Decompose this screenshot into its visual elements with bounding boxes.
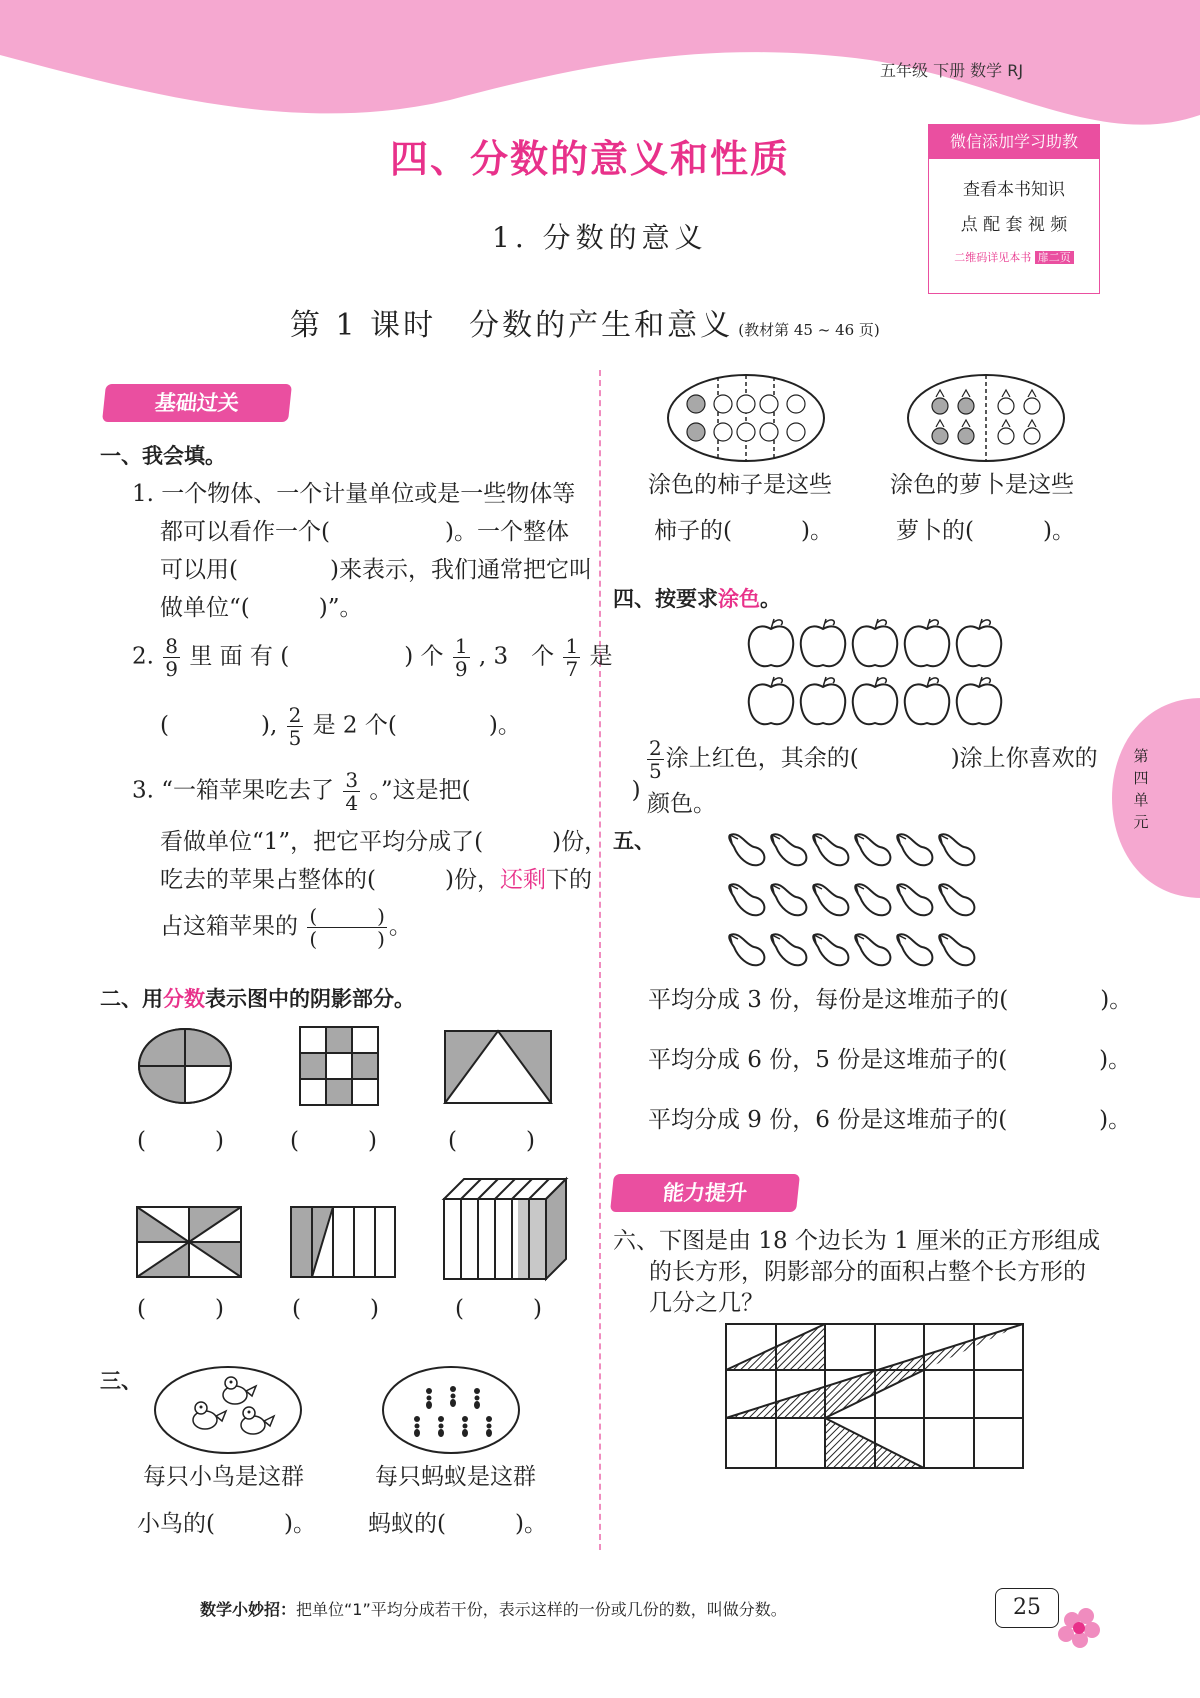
eggplant-icon [813, 834, 848, 865]
q1-item1-line2: 都可以看作一个( )。一个整体 [160, 519, 569, 545]
side-tab-char: 元 [1133, 813, 1149, 831]
wechat-footer-text: 二维码详见本书 [954, 251, 1032, 264]
fraction [163, 636, 180, 679]
apple-icon[interactable] [749, 677, 794, 724]
tip-text: 把单位“1”平均分成若干份，表示这样的一份或几份的数，叫做分数。 [296, 1600, 787, 1619]
apple-icon[interactable] [957, 619, 1002, 666]
answer-blank[interactable]: ( ) [455, 1296, 542, 1322]
numerator: 2 [288, 703, 302, 727]
q6-line3: 几分之几？ [649, 1290, 764, 1316]
numerator: 8 [165, 634, 178, 658]
shape-triangle-rect [444, 1030, 554, 1105]
text: 占这箱苹果的 [160, 913, 298, 940]
eggplant-icon [939, 884, 974, 915]
q5-line3: 平均分成 9 份，6 份是这堆茄子的( )。 [648, 1107, 1132, 1133]
highlight-text: 分数 [163, 987, 205, 1011]
apple-icon[interactable] [749, 619, 794, 666]
q1-item1-line3: 可以用( )来表示，我们通常把它叫 [160, 557, 592, 583]
eggplant-icon [897, 884, 932, 915]
answer-blank[interactable]: ( ) [292, 1296, 379, 1322]
eggplant-icon [897, 934, 932, 965]
fraction [453, 636, 470, 679]
bird-text-line1: 每只小鸟是这群 [143, 1464, 304, 1490]
q4-text-line1 [645, 738, 1098, 781]
denominator: 7 [565, 657, 579, 681]
bird-text-line2: 小鸟的( )。 [137, 1511, 316, 1537]
lesson-pages: (教材第 45 ~ 46 页) [738, 321, 880, 339]
shape-rect-star [136, 1206, 242, 1278]
q1-heading: 一、我会填。 [100, 444, 226, 468]
q5-line2: 平均分成 6 份，5 份是这堆茄子的( )。 [648, 1047, 1132, 1073]
radish-group-oval [906, 373, 1066, 463]
section-title: 1. 分数的意义 [492, 221, 708, 254]
q1-item2-line2 [160, 705, 521, 748]
shape-grid-checker [299, 1026, 379, 1106]
q6-line2: 的长方形，阴影部分的面积占整个长方形的 [649, 1259, 1086, 1285]
answer-blank[interactable]: ( ) [137, 1296, 224, 1322]
flower-icon [1052, 1600, 1112, 1660]
q4-text-line2: 颜色。 [647, 791, 716, 817]
shape-rect-strips [290, 1206, 396, 1278]
answer-blank[interactable]: ( ) [290, 1128, 377, 1154]
text: 表示图中的阴影部分。 [205, 987, 415, 1011]
lesson-title [290, 300, 880, 344]
eggplant-icon [771, 834, 806, 865]
numerator: 3 [345, 768, 359, 792]
q1-item2-line1 [132, 636, 613, 679]
page-number-box [995, 1588, 1059, 1628]
q1-item3-line4 [160, 906, 412, 949]
eggplant-icon [771, 884, 806, 915]
eggplant-icon [855, 884, 890, 915]
wechat-box-header: 微信添加学习助教 [929, 125, 1099, 159]
blank-fraction [307, 906, 387, 949]
text: 2. [132, 643, 154, 670]
apple-grid [742, 615, 1012, 727]
wechat-footer-tag: 扉二页 [1035, 251, 1074, 264]
answer-blank[interactable]: ( ) [137, 1128, 224, 1154]
grade-info: 五年级 下册 数学 RJ [880, 61, 1024, 80]
badge-basic: 基础过关 [102, 384, 292, 422]
text: 3. “一箱苹果吃去了 [132, 777, 335, 804]
text: , 3 个 [478, 643, 555, 670]
eggplant-icon [855, 834, 890, 865]
rectangle-grid-figure [724, 1322, 1024, 1472]
q3-heading: 三、 [100, 1369, 142, 1393]
numerator: 1 [565, 634, 579, 658]
apple-icon[interactable] [905, 677, 950, 724]
q1-item3-line2: 看做单位“1”，把它平均分成了( )份， [160, 829, 608, 855]
eggplant-grid [725, 823, 995, 973]
eggplant-icon [897, 834, 932, 865]
side-tab-text [1130, 745, 1152, 833]
text: 下的 [545, 867, 592, 893]
fraction [287, 705, 304, 748]
page-number: 25 [1013, 1595, 1041, 1620]
wechat-box-footer [929, 249, 1099, 265]
q2-heading [100, 980, 415, 1018]
lesson-name: 第 1 课时 分数的产生和意义 [290, 308, 734, 343]
q5-heading: 五、 [613, 829, 655, 853]
side-tab-char: 第 [1133, 747, 1149, 765]
text: 吃去的苹果占整体的( )份， [160, 867, 500, 893]
denominator: 9 [165, 657, 178, 681]
apple-icon[interactable] [853, 677, 898, 724]
apple-icon[interactable] [957, 677, 1002, 724]
text: 。 [388, 913, 412, 940]
eggplant-icon [939, 834, 974, 865]
shape-prism [443, 1177, 568, 1282]
ant-group-oval [381, 1365, 521, 1455]
apple-icon[interactable] [853, 619, 898, 666]
apple-icon[interactable] [801, 619, 846, 666]
text: ( ), [160, 712, 278, 739]
numerator: ( ) [309, 904, 385, 928]
wechat-box-line1: 查看本书知识 [963, 180, 1065, 200]
q6-line1: 六、下图是由 18 个边长为 1 厘米的正方形组成 [613, 1228, 1101, 1254]
q1-item1-line4: 做单位“( )”。 [160, 595, 363, 621]
eggplant-icon [771, 934, 806, 965]
badge-advanced: 能力提升 [610, 1174, 800, 1212]
q5-line1: 平均分成 3 份，每份是这堆茄子的( )。 [648, 987, 1133, 1013]
denominator: 4 [345, 791, 359, 815]
text: 。 [760, 587, 781, 611]
q1-item3-line3 [160, 861, 592, 899]
q1-item1-line1: 1. 一个物体、一个计量单位或是一些物体等 [132, 481, 576, 507]
fraction [563, 636, 580, 679]
fraction [343, 770, 360, 813]
q1-item3-line1 [132, 770, 641, 813]
highlight-text: 还剩 [499, 867, 546, 893]
highlight-text: 涂色 [718, 587, 760, 611]
persimmon-text-line1: 涂色的柿子是这些 [648, 472, 832, 498]
apple-icon[interactable] [905, 619, 950, 666]
eggplant-icon [729, 884, 764, 915]
persimmon-text-line2: 柿子的( )。 [654, 518, 833, 544]
answer-blank[interactable]: ( ) [448, 1128, 535, 1154]
text: 。”这是把( ) [369, 777, 641, 804]
wechat-box [928, 124, 1100, 294]
ant-text-line1: 每只蚂蚁是这群 [375, 1464, 536, 1490]
text: 四、按要求 [613, 587, 718, 611]
radish-text-line2: 萝卜的( )。 [896, 518, 1075, 544]
eggplant-icon [729, 934, 764, 965]
text: 二、用 [100, 987, 163, 1011]
ant-text-line2: 蚂蚁的( )。 [368, 1511, 547, 1537]
text: 是 [589, 643, 613, 670]
denominator: 9 [454, 657, 468, 681]
apple-icon[interactable] [801, 677, 846, 724]
wechat-box-line2: 点 配 套 视 频 [960, 215, 1068, 235]
side-tab-char: 单 [1133, 791, 1149, 809]
text: 涂上红色，其余的( )涂上你喜欢的 [665, 745, 1098, 772]
unit-title: 四、分数的意义和性质 [390, 136, 791, 181]
side-tab-char: 四 [1133, 769, 1149, 787]
eggplant-icon [939, 934, 974, 965]
fraction [647, 738, 664, 781]
footer-tip [200, 1597, 787, 1620]
bird-group-oval [153, 1365, 303, 1455]
eggplant-icon [855, 934, 890, 965]
numerator: 2 [649, 736, 662, 760]
radish-text-line1: 涂色的萝卜是这些 [890, 472, 1074, 498]
tip-label: 数学小妙招： [200, 1600, 297, 1619]
text: 里 面 有 ( ) 个 [189, 643, 444, 670]
denominator: ( ) [309, 927, 385, 951]
side-tab [1112, 698, 1200, 898]
denominator: 5 [649, 759, 662, 783]
denominator: 5 [288, 726, 302, 750]
eggplant-icon [813, 884, 848, 915]
eggplant-icon [813, 934, 848, 965]
text: 是 2 个( )。 [312, 712, 521, 739]
q4-heading [613, 580, 781, 618]
shape-circle-quarters [137, 1027, 237, 1107]
column-divider [599, 370, 601, 1550]
numerator: 1 [454, 634, 468, 658]
eggplant-icon [729, 834, 764, 865]
persimmon-group-oval [666, 373, 826, 463]
